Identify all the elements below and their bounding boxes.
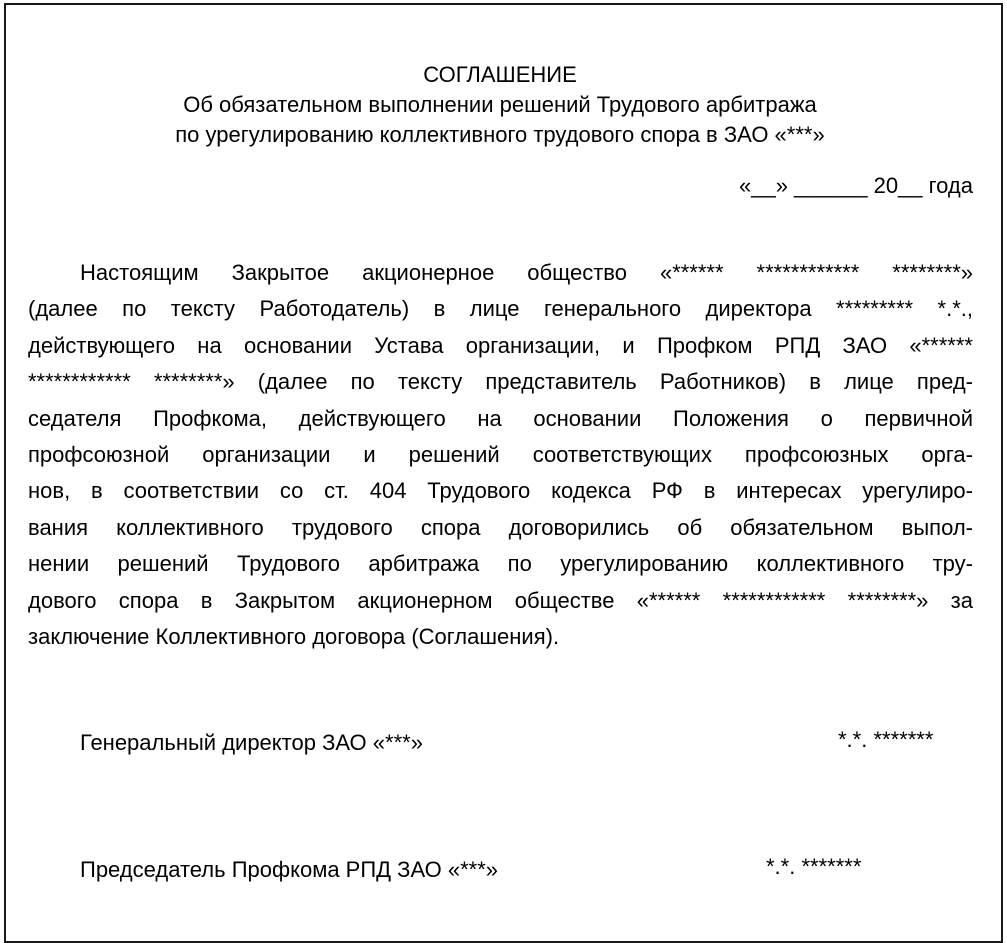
body-line: седателя Профкома, действующего на основании Положения о первичной bbox=[28, 405, 973, 431]
body-line: действующего на основании Устава организации, и Профком РПД ЗАО «****** bbox=[28, 332, 973, 358]
body-line: (далее по тексту Работодатель) в лице генерального директора ********* *.*., bbox=[28, 296, 973, 322]
document-subtitle-line-1: Об обязательном выполнении решений Трудового арбитража bbox=[183, 92, 817, 117]
director-signature-label: Генеральный директор ЗАО «***» bbox=[80, 730, 423, 755]
document-subtitle-line-2: по урегулированию коллективного трудового спора в ЗАО «***» bbox=[175, 122, 825, 147]
director-signature-name: *.*. ******* bbox=[838, 727, 934, 752]
body-line: нов, в соответствии со ст. 404 Трудового кодекса РФ в интересах урегулиро- bbox=[28, 478, 973, 504]
body-line: Настоящим Закрытое акционерное общество «****** ************ ********» bbox=[80, 260, 973, 285]
body-line: нении решений Трудового арбитража по урегулированию коллективного тру- bbox=[28, 551, 973, 577]
body-line: заключение Коллективного договора (Соглашения). bbox=[28, 623, 560, 649]
document-title: СОГЛАШЕНИЕ bbox=[423, 62, 577, 87]
body-line: ************ ********» (далее по тексту представитель Работников) в лице пред- bbox=[28, 369, 973, 395]
chairman-signature-name: *.*. ******* bbox=[766, 854, 862, 879]
body-line: профсоюзной организации и решений соответствующих профсоюзных орга- bbox=[28, 441, 973, 467]
agreement-body bbox=[28, 255, 973, 655]
chairman-signature-label: Председатель Профкома РПД ЗАО «***» bbox=[80, 857, 499, 882]
body-line: вания коллективного трудового спора договорились об обязательном выпол- bbox=[28, 514, 973, 540]
body-line: дового спора в Закрытом акционерном обществе «****** ************ ********» за bbox=[28, 587, 973, 613]
document-header bbox=[0, 60, 1000, 150]
date-line: «__» ______ 20__ года bbox=[739, 173, 973, 198]
